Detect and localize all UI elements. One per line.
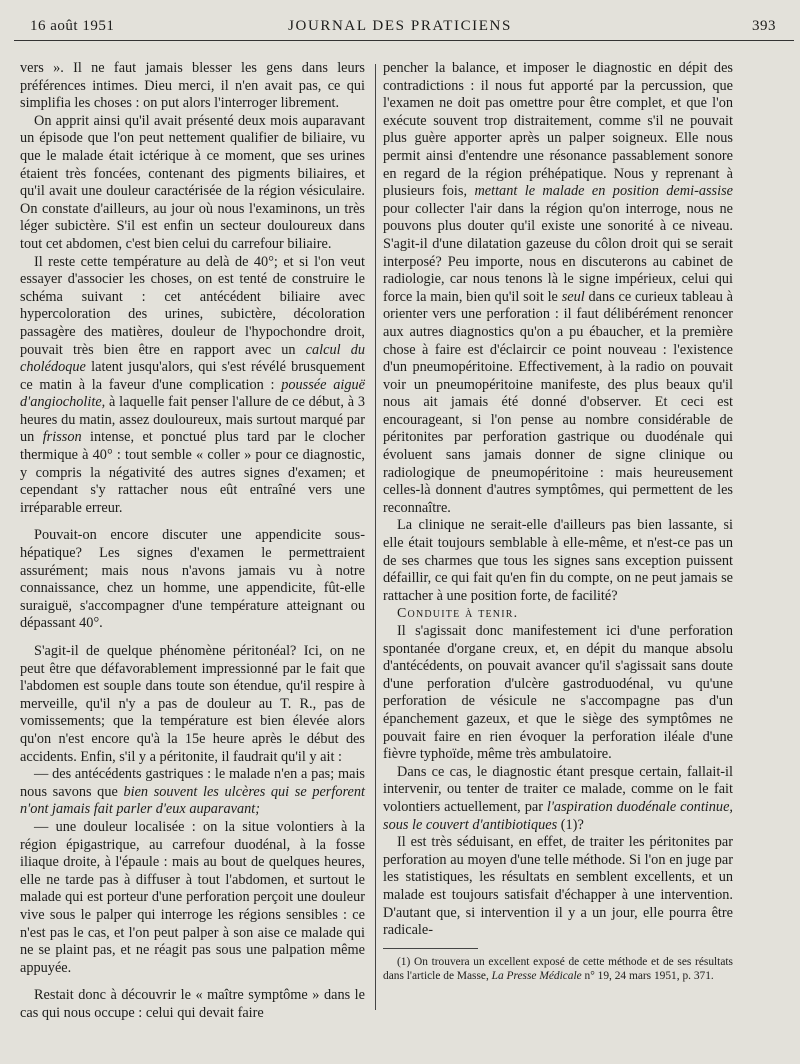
paragraph: Il s'agissait donc manifestement ici d'une perforation spontanée d'organe creux, et, en dépit du manque absolu d'antécédents, on pouvait avancer qu'il s'agissait sans doute d'une perforation d'ulcère gastroduodénal, vu qu'une perforation de vésicule ne s'accompagne pas d'un épanchement gazeux, et que le siège des symptômes ne pouvait faire en rien évoquer la perforation iléale d'une fièvre typhoïde, même très ambulatoire. xyxy=(383,623,733,763)
emphasis: bien souvent les ulcères qui se perforent n'ont jamais fait parler d'eux auparavant; xyxy=(20,783,365,818)
list-item: — des antécédents gastriques : le malade n'en a pas; mais nous savons que bien souvent les ulcères qui se perforent n'ont jamais fait parler d'eux auparavant; xyxy=(20,766,365,818)
paragraph: Restait donc à découvrir le « maître symptôme » dans le cas qui nous occupe : celui qui devait faire xyxy=(20,987,365,1021)
paragraph: Il reste cette température au delà de 40°; et si l'on veut essayer d'associer les choses, on est tenté de construire le schéma suivant : cet antécédent biliaire avec hypercoloration des urines, subictère, décoloration passagère des matières, douleur de l'hypochondre droit, pouvait très bien être en rapport avec un calcul du cholédoque latent jusqu'alors, qui s'est révélé brusquement ce matin à la faveur d'une complication : poussée aiguë d'angiocholite, à laquelle fait penser l'allure de ce début, à 3 heures du matin, assez douloureux, mais surtout marqué par un frisson intense, et ponctué plus tard par le clocher thermique à 40° : tout semble « coller » pour ce diagnostic, y compris la négativité des autres signes d'examen; et cependant s'y rattacher nous eût entraîné vers une irréparable erreur. xyxy=(20,253,366,516)
column-divider xyxy=(375,64,376,1010)
paragraph: S'agit-il de quelque phénomène péritonéal? Ici, on ne peut être que défavorablement impressionné par le fait que l'abdomen est souple dans toute son étendue, qu'il respire à merveille, qu'il n'y a pas de douleur au T. R., pas de vomissements; que la température est bien élevée alors qu'on n'est encore qu'à la 15e heure après le début des accidents. Enfin, s'il y a péritonite, il faudrait qu'il y ait : xyxy=(20,643,365,765)
header-rule xyxy=(14,40,794,41)
right-column xyxy=(383,60,733,983)
left-column xyxy=(20,60,365,1022)
emphasis: La Presse Médicale xyxy=(491,969,582,982)
paragraph: Il est très séduisant, en effet, de traiter les péritonites par perforation au moyen d'une telle méthode. Si l'on en juge par les statistiques, les résultats en semblent excellents, et un malade est toujours satisfait d'échapper à une intervention. D'autant que, si intervention il y a un jour, elle pourra être radicale- xyxy=(383,834,733,939)
footnote-rule xyxy=(383,948,478,949)
paragraph: La clinique ne serait-elle d'ailleurs pas bien lassante, si elle était toujours semblable à elle-même, et n'est-ce pas un de ses charmes que tous les signes sans exception puissent défaillir, ce qui fait qu'en fin du compte, on ne peut jamais se rattacher à une position forte, de facilité? xyxy=(383,517,733,604)
paragraph: pencher la balance, et imposer le diagnostic en dépit des contradictions : il nous fut apporté par la percussion, que l'examen ne doit pas omettre pour être complet, et que l'on exécute souvent trop distraitement, comme s'il ne pouvait plus guère apporter après un palper soigneux. Elle nous permit ainsi d'entendre une résonance passablement sonore en regard de la région préhépatique. Nous y reprenant à plusieurs fois, mettant le malade en position demi-assise pour collecter l'air dans la région qu'on interroge, nous ne pouvons plus douter qu'il existe une sonorité à ce niveau. S'agit-il d'une dilatation gazeuse du côlon droit qui se serait interposé? Peu importe, nous en discuterons au cabinet de radiologie, car nous tenons là le signe impérieux, celui qui force la main, bien qu'il soit le seul dans ce curieux tableau à orienter vers une perforation : il faut délibérément renoncer aux autres diagnostics qu'on a pu ébaucher, et la première chose à faire est d'éclaircir ce point nouveau : l'existence d'un pneumopéritoine. Effectivement, à la radio on pouvait voir un pneumopéritoine manifeste, des plus beaux qu'il nous ait jamais été donné d'observer. Et ceci est encourageant, si l'on pense au nombre considérable de péritonites par perforation gastrique ou duodénale qui évoluent sans jamais donner de signe clinique ou radiologique de pneumopéritoine : mais heureusement celles-là donnent d'autres symptômes, qui permettent de les reconnaître. xyxy=(383,60,733,516)
footnote: (1) On trouvera un excellent exposé de cette méthode et de ses résultats dans l'article de Masse, La Presse Médicale n° 19, 24 mars 1951, p. 371. xyxy=(383,955,733,982)
issue-date: 16 août 1951 xyxy=(30,18,115,34)
emphasis: frisson xyxy=(42,429,82,446)
emphasis: poussée aiguë d'angiocholite, xyxy=(20,376,365,411)
paragraph: On apprit ainsi qu'il avait présenté deux mois auparavant un épisode que l'on peut nettement qualifier de biliaire, vu que le malade était ictérique à ce moment, que ses urines étaient très foncées, contenant des pigments biliaires, et qu'il avait une douleur caractérisée de la région vésiculaire. On constate d'ailleurs, au jour où nous l'examinons, un très léger subictère. S'il est enfin un secteur douloureux dans tout cet abdomen, c'est bien celui du carrefour biliaire. xyxy=(20,112,365,252)
paragraph: Pouvait-on encore discuter une appendicite sous-hépatique? Les signes d'examen le permettraient assurément; mais nous n'avons jamais vu à notre connaissance, chez un homme, une appendicite, fût-elle suraiguë, s'accompagner d'une température atteignant ou dépassant 40°. xyxy=(20,527,365,632)
paragraph: vers ». Il ne faut jamais blesser les gens dans leurs préférences intimes. Dieu merci, il n'en avait pas, ce qui simplifia les choses : on put alors l'interroger librement. xyxy=(20,60,365,112)
journal-title: JOURNAL DES PRATICIENS xyxy=(288,18,512,34)
running-header xyxy=(22,14,778,42)
emphasis: seul xyxy=(561,288,585,305)
emphasis: calcul du cholédoque xyxy=(20,341,366,376)
section-heading: Conduite à tenir. xyxy=(397,606,519,622)
paragraph: Dans ce cas, le diagnostic étant presque certain, fallait-il intervenir, ou tenter de traiter ce malade, comme on le fait volontiers actuellement, par l'aspiration duodénale continue, sous le couvert d'antibiotiques (1)? xyxy=(383,763,733,833)
list-item: — une douleur localisée : on la situe volontiers à la région épigastrique, au carrefour duodénal, à la fosse iliaque droite, à l'épaule : mais au bout de quelques heures, elle ne tarde pas à diffuser à tout l'abdomen, et surtout le malade qui est porteur d'une perforation perçoit une douleur vive sous le palper qui interroge les régions sensibles : ce n'est pas le cas, et l'on peut palper à son aise ce malade qui ne se plaint pas, et ne réagit pas sous une palpation même appuyée. xyxy=(20,818,365,976)
page-number: 393 xyxy=(752,18,776,34)
emphasis: mettant le malade en position demi-assise xyxy=(474,183,733,200)
emphasis: l'aspiration duodénale continue, sous le couvert d'antibiotiques xyxy=(383,798,733,833)
